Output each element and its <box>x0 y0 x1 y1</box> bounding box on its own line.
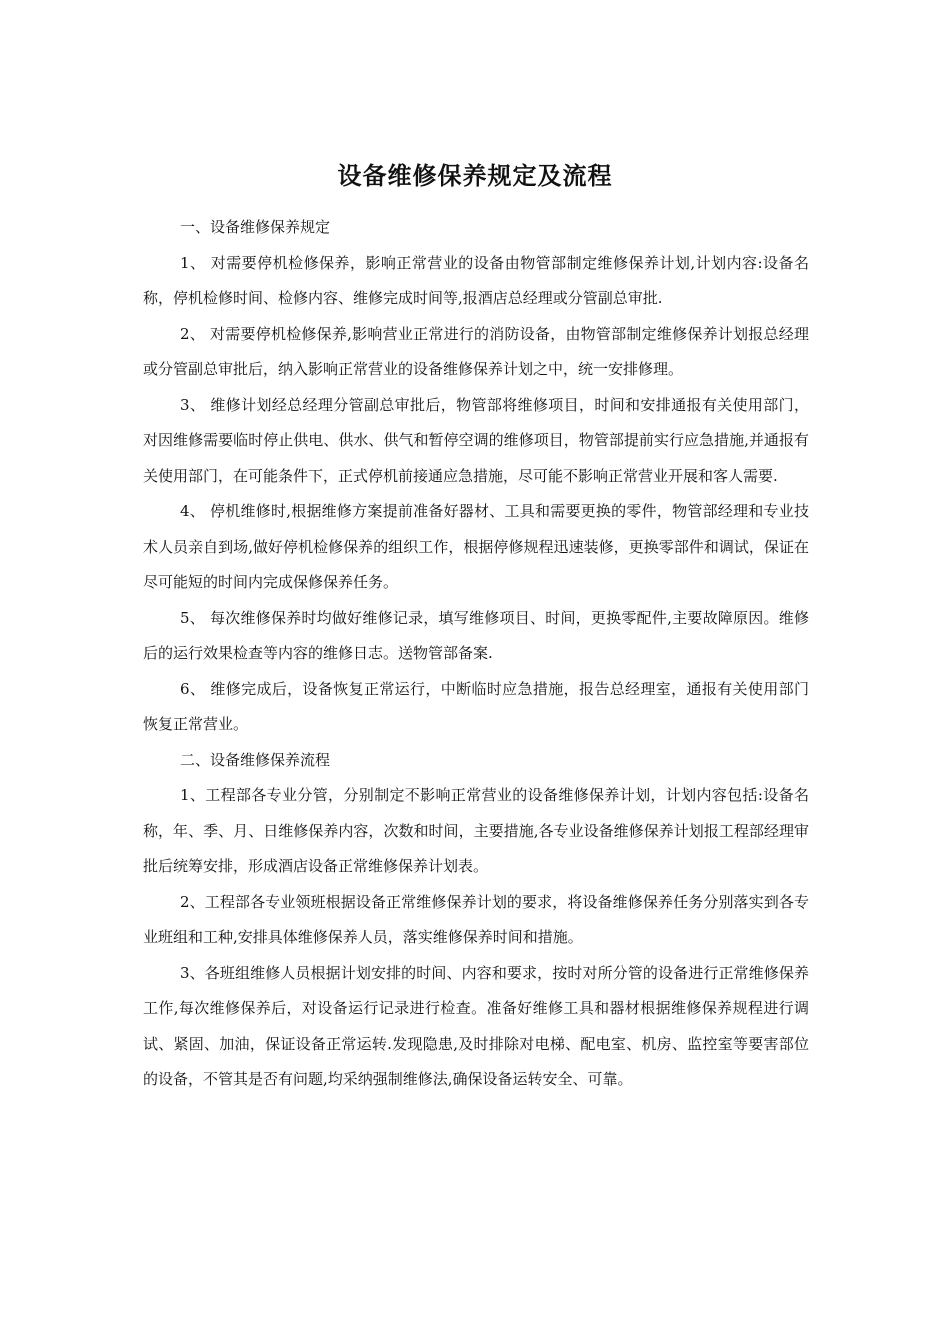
regulation-item-5: 5、 每次维修保养时均做好维修记录，填写维修项目、时间，更换零配件,主要故障原因。维修后的运行效果检查等内容的维修日志。送物管部备案. <box>143 608 809 662</box>
process-item-3: 3、各班组维修人员根据计划安排的时间、内容和要求，按时对所分管的设备进行正常维修保养工作,每次维修保养后，对设备运行记录进行检查。准备好维修工具和器材根据维修保养规程进行调试、紧固、加油，保证设备正常运转.发现隐患,及时排除对电梯、配电室、机房、监控室等要害部位的设备，不管其是否有问题,均采纳强制维修法,确保设备运转安全、可靠。 <box>143 963 809 1088</box>
regulation-item-6: 6、 维修完成后，设备恢复正常运行，中断临时应急措施，报告总经理室，通报有关使用部门恢复正常营业。 <box>143 679 809 733</box>
section-heading-process: 二、设备维修保养流程 <box>180 750 331 769</box>
document-title: 设备维修保养规定及流程 <box>337 162 613 190</box>
regulation-item-4: 4、 停机维修时,根据维修方案提前准备好器材、工具和需要更换的零件，物管部经理和专业技术人员亲自到场,做好停机检修保养的组织工作，根据停修规程迅速装修，更换零部件和调试，保证在尽可能短的时间内完成保修保养任务。 <box>143 502 809 591</box>
regulation-item-1: 1、 对需要停机检修保养，影响正常营业的设备由物管部制定维修保养计划,计划内容:设备名称，停机检修时间、检修内容、维修完成时间等,报酒店总经理或分管副总审批. <box>143 253 809 307</box>
section-heading-regulations: 一、设备维修保养规定 <box>180 218 331 236</box>
document-body <box>143 210 809 1098</box>
regulation-item-3: 3、 维修计划经总经理分管副总审批后，物管部将维修项目，时间和安排通报有关使用部门，对因维修需要临时停止供电、供水、供气和暂停空调的维修项目，物管部提前实行应急措施,并通报有关使用部门，在可能条件下，正式停机前接通应急措施，尽可能不影响正常营业开展和客人需要. <box>143 395 809 485</box>
regulation-item-2: 2、 对需要停机检修保养,影响营业正常进行的消防设备，由物管部制定维修保养计划报总经理或分管副总审批后，纳入影响正常营业的设备维修保养计划之中，统一安排修理。 <box>143 324 809 378</box>
process-item-1: 1、工程部各专业分管，分别制定不影响正常营业的设备维修保养计划，计划内容包括:设备名称，年、季、月、日维修保养内容，次数和时间，主要措施,各专业设备维修保养计划报工程部经理审批后统筹安排，形成酒店设备正常维修保养计划表。 <box>143 786 809 875</box>
process-item-2: 2、工程部各专业领班根据设备正常维修保养计划的要求，将设备维修保养任务分别落实到各专业班组和工种,安排具体维修保养人员，落实维修保养时间和措施。 <box>143 892 809 946</box>
